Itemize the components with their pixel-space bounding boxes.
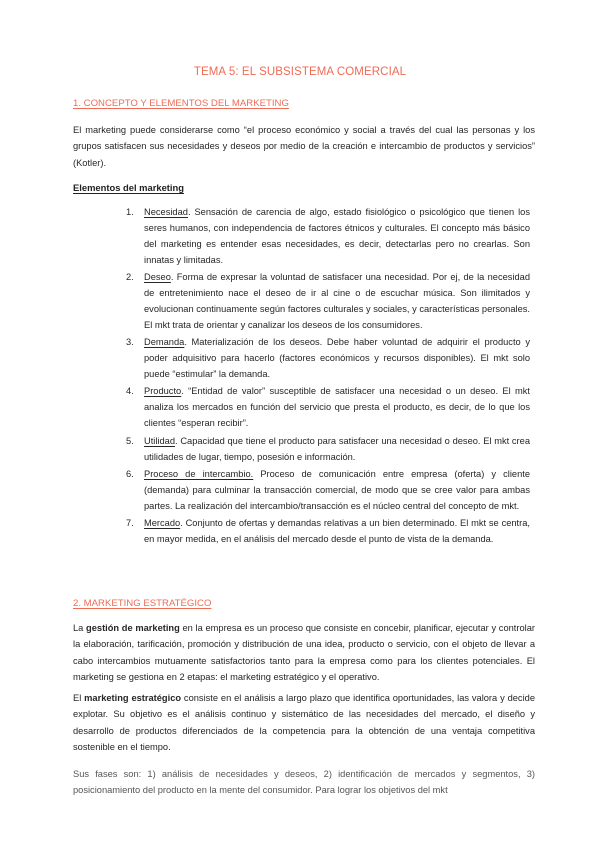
estrategico-paragraph <box>73 690 535 755</box>
paragraph-bold-term: marketing estratégico <box>84 693 182 703</box>
list-item-term: Producto <box>144 386 182 397</box>
list-item-number: 7. <box>126 518 134 529</box>
list-item-term: Necesidad <box>144 207 188 217</box>
section-1-intro: El marketing puede considerarse como “el proceso económico y social a través del cual las personas y los grupos satisfacen sus necesidades y deseos por medio de la creación e intercambio de productos y servicios” (Kotler). <box>73 125 535 168</box>
section-2-heading: 2. MARKETING ESTRATÉGICO <box>73 598 212 609</box>
list-item-term: Proceso de intercambio. <box>144 469 254 479</box>
list-item-number: 1. <box>126 207 134 217</box>
elements-subheading: Elementos del marketing <box>73 182 184 193</box>
list-item-term: Deseo <box>144 272 171 283</box>
list-item-number: 3. <box>126 337 134 348</box>
paragraph-body: en la empresa es un proceso que consiste en concebir, planificar, ejecutar y controlar la elaboración, tarificación, promoción y distribución de una idea, producto o servicio, con el objeto de llevar a cabo intercambios mutuamente satisfactorios tanto para la empresa como para los clientes potenciales. El marketing se gestiona en 2 etapas: el marketing estratégico y el operativo. <box>73 623 535 682</box>
paragraph-body: consiste en el análisis a largo plazo que identifica oportunidades, las valora y decide explotar. Su objetivo es el análisis continuo y sistemático de las necesidades del mercado, el diseño y desarrollo de productos diferenciados de la competencia para la obtención de una ventaja competitiva sostenible en el tiempo. <box>73 693 535 752</box>
list-item-number: 6. <box>126 469 134 479</box>
paragraph-lead: El <box>73 693 85 703</box>
list-item-term: Demanda <box>144 337 185 348</box>
list-item-demanda <box>126 335 530 383</box>
list-item-necesidad <box>126 205 530 269</box>
list-item-text: . Capacidad que tiene el producto para satisfacer una necesidad o deseo. El mkt crea utilidades de lugar, tiempo, posesión e información. <box>144 435 530 462</box>
list-item-text: . Sensación de carencia de algo, estado fisiológico o psicológico que tienen los seres humanos, con independencia de factores étnicos y culturales. El concepto más básico del marketing es entender esas necesidades, es decir, detectarlas pero no crearlas. Son innatas y limitadas. <box>144 207 530 265</box>
list-item-term: Mercado <box>144 518 181 529</box>
document-title: TEMA 5: EL SUBSISTEMA COMERCIAL <box>193 66 407 78</box>
list-item-deseo <box>126 270 530 334</box>
list-item-number: 2. <box>126 272 134 283</box>
list-item-text: . Conjunto de ofertas y demandas relativas a un bien determinado. El mkt se centra, en mayor medida, en el análisis del mercado desde el punto de vista de la demanda. <box>144 518 530 545</box>
list-item-utilidad <box>126 434 530 466</box>
paragraph-bold-term: gestión de marketing <box>86 623 180 633</box>
list-item-mercado <box>126 516 530 548</box>
list-item-producto <box>126 384 530 432</box>
paragraph-lead: La <box>73 623 87 633</box>
list-item-text: . “Entidad de valor” susceptible de satisfacer una necesidad o un deseo. El mkt analiza los mercados en función del servicio que presta el producto, es decir, de lo que los clientes “esperan recibir”. <box>144 386 530 429</box>
fases-paragraph: Sus fases son: 1) análisis de necesidades y deseos, 2) identificación de mercados y segmentos, 3) posicionamiento del producto en la mente del consumidor. Para lograr los objetivos del mkt <box>73 769 535 796</box>
list-item-text: Proceso de comunicación entre empresa (oferta) y cliente (demanda) para culminar la transacción comercial, de modo que se cree valor para ambas partes. La realización del intercambio/transacción es el núcleo central del concepto de mkt. <box>144 469 530 511</box>
list-item-number: 4. <box>126 386 134 397</box>
list-item-text: . Materialización de los deseos. Debe haber voluntad de adquirir el producto y poder adquisitivo para hacerlo (factores económicos y recursos disponibles). El mkt solo puede “estimular” la demanda. <box>144 337 530 380</box>
list-item-intercambio <box>126 467 530 515</box>
elements-list <box>126 205 530 550</box>
list-item-text: . Forma de expresar la voluntad de satisfacer una necesidad. Por ej, de la necesidad de entretenimiento nace el deseo de ir al cine o de escuchar música. Son ilimitados y evolucionan continuamente según factores culturales y sociales, y características personales. El mkt trata de orientar y canalizar los deseos de los consumidores. <box>144 272 530 330</box>
gestion-paragraph <box>73 620 535 685</box>
list-item-number: 5. <box>126 435 134 446</box>
section-1-heading: 1. CONCEPTO Y ELEMENTOS DEL MARKETING <box>73 98 289 109</box>
list-item-term: Utilidad <box>144 435 176 446</box>
